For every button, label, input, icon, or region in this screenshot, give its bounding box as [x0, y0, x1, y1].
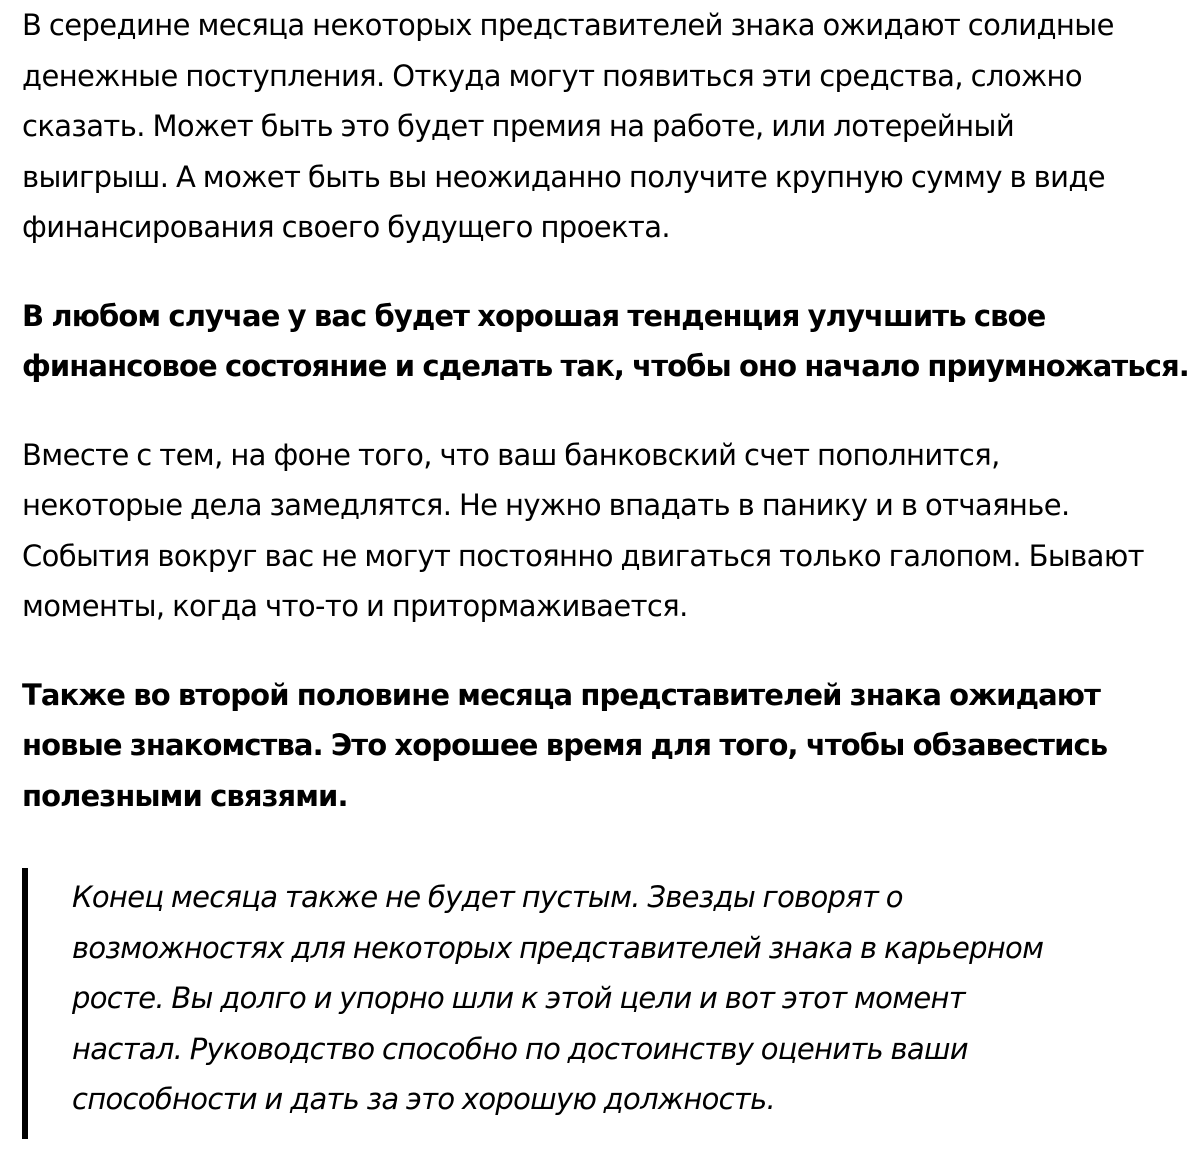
- blockquote: [22, 868, 1152, 1139]
- text-line: финансовое состояние и сделать так, чтобы оно начало приумножаться.: [22, 349, 1189, 383]
- text-line: сказать. Может быть это будет премия на работе, или лотерейный: [22, 109, 1015, 143]
- text-line: Конец месяца также не будет пустым. Звезды говорят о: [72, 880, 903, 914]
- paragraph-bold-finance: [22, 291, 1200, 392]
- text-line: События вокруг вас не могут постоянно двигаться только галопом. Бывают: [22, 538, 1144, 573]
- text-line: Также во второй половине месяца представителей знака ожидают: [22, 677, 1100, 712]
- text-line: полезными связями.: [22, 778, 348, 813]
- text-line: денежные поступления. Откуда могут появиться эти средства, сложно: [22, 58, 1083, 93]
- text-line: настал. Руководство способно по достоинству оценить ваши: [72, 1031, 968, 1066]
- paragraph-intro: [22, 0, 1200, 253]
- blockquote-text: [72, 868, 1152, 1139]
- text-line: В середине месяца некоторых представителей знака ожидают солидные: [22, 8, 1114, 42]
- text-line: Вместе с тем, на фоне того, что ваш банковский счет пополнится,: [22, 437, 1000, 472]
- text-line: моменты, когда что-то и притормаживается.: [22, 589, 688, 623]
- text-line: некоторые дела замедлятся. Не нужно впадать в панику и в отчаянье.: [22, 488, 1070, 522]
- text-line: В любом случае у вас будет хорошая тенденция улучшить свое: [22, 298, 1046, 333]
- text-line: выигрыш. А может быть вы неожиданно получите крупную сумму в виде: [22, 159, 1106, 194]
- text-line: финансирования своего будущего проекта.: [22, 210, 670, 244]
- text-line: возможностях для некоторых представителей знака в карьерном: [72, 930, 1044, 965]
- paragraph-slowdown: [22, 430, 1200, 632]
- text-line: способности и дать за это хорошую должность.: [72, 1082, 775, 1116]
- paragraph-bold-acquaintances: [22, 670, 1200, 822]
- text-line: новые знакомства. Это хорошее время для того, чтобы обзавестись: [22, 728, 1108, 762]
- text-line: росте. Вы долго и упорно шли к этой цели и вот этот момент: [72, 981, 966, 1015]
